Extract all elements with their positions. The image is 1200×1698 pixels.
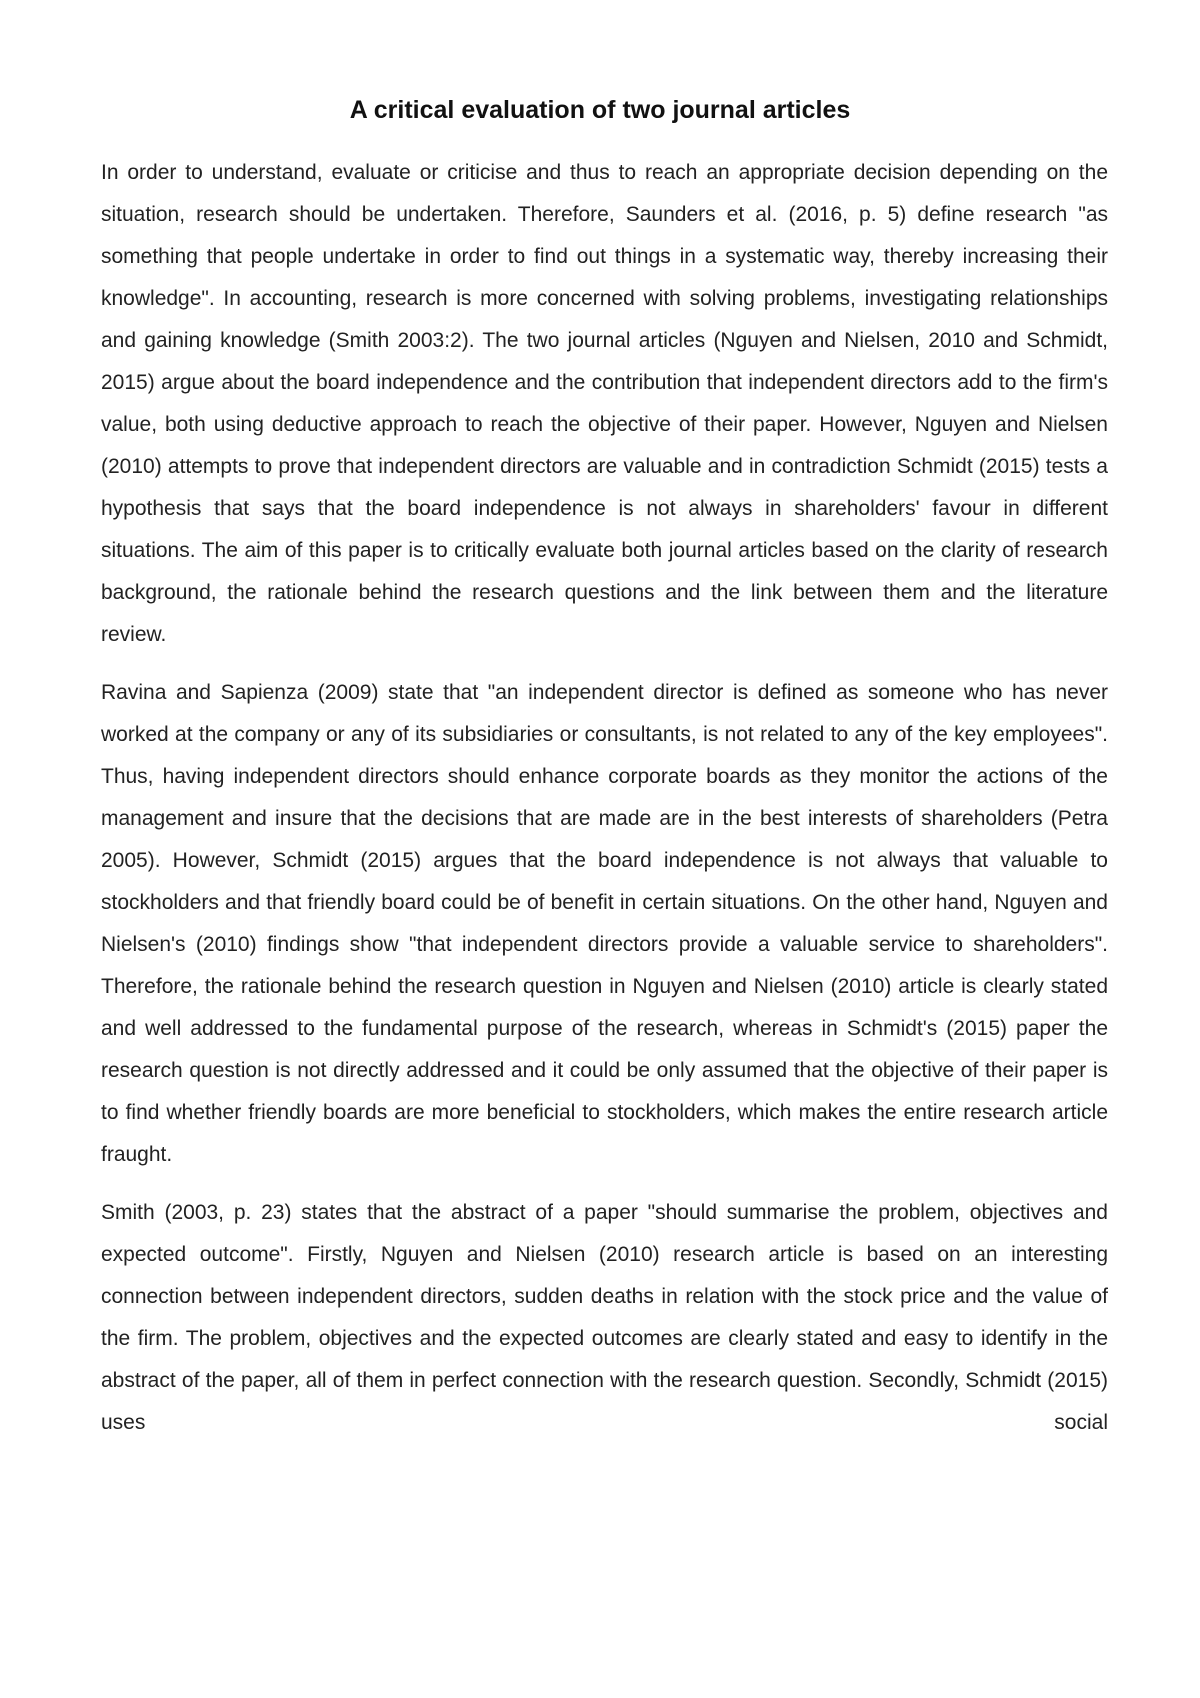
paragraph-introduction: In order to understand, evaluate or criticise and thus to reach an appropriate decision depending on the situation, research should be undertaken. Therefore, Saunders et al. (2016, p. 5) define research "as something that people undertake in order to find out things in a systematic way, thereby increasing their knowledge". In accounting, research is more concerned with solving problems, investigating relationships and gaining knowledge (Smith 2003:2). The two journal articles (Nguyen and Nielsen, 2010 and Schmidt, 2015) argue about the board independence and the contribution that independent directors add to the firm's value, both using deductive approach to reach the objective of their paper. However, Nguyen and Nielsen (2010) attempts to prove that independent directors are valuable and in contradiction Schmidt (2015) tests a hypothesis that says that the board independence is not always in shareholders' favour in different situations. The aim of this paper is to critically evaluate both journal articles based on the clarity of research background, the rationale behind the research questions and the link between them and the literature review. (101, 161, 1108, 646)
paragraph-abstract-evaluation: Smith (2003, p. 23) states that the abstract of a paper "should summarise the problem, objectives and expected outcome". Firstly, Nguyen and Nielsen (2010) research article is based on an interesting connection between independent directors, sudden deaths in relation with the stock price and the value of the firm. The problem, objectives and the expected outcomes are clearly stated and easy to identify in the abstract of the paper, all of them in perfect connection with the research question. Secondly, Schmidt (2015) uses social (101, 1201, 1108, 1434)
paragraph-independent-directors: Ravina and Sapienza (2009) state that "an independent director is defined as someone who has never worked at the company or any of its subsidiaries or consultants, is not related to any of the key employees". Thus, having independent directors should enhance corporate boards as they monitor the actions of the management and insure that the decisions that are made are in the best interests of shareholders (Petra 2005). However, Schmidt (2015) argues that the board independence is not always that valuable to stockholders and that friendly board could be of benefit in certain situations. On the other hand, Nguyen and Nielsen's (2010) findings show "that independent directors provide a valuable service to shareholders". Therefore, the rationale behind the research question in Nguyen and Nielsen (2010) article is clearly stated and well addressed to the fundamental purpose of the research, whereas in Schmidt's (2015) paper the research question is not directly addressed and it could be only assumed that the objective of their paper is to find whether friendly boards are more beneficial to stockholders, which makes the entire research article fraught. (101, 681, 1108, 1166)
document-title: A critical evaluation of two journal articles (349, 96, 851, 124)
document-body (101, 152, 1108, 1444)
